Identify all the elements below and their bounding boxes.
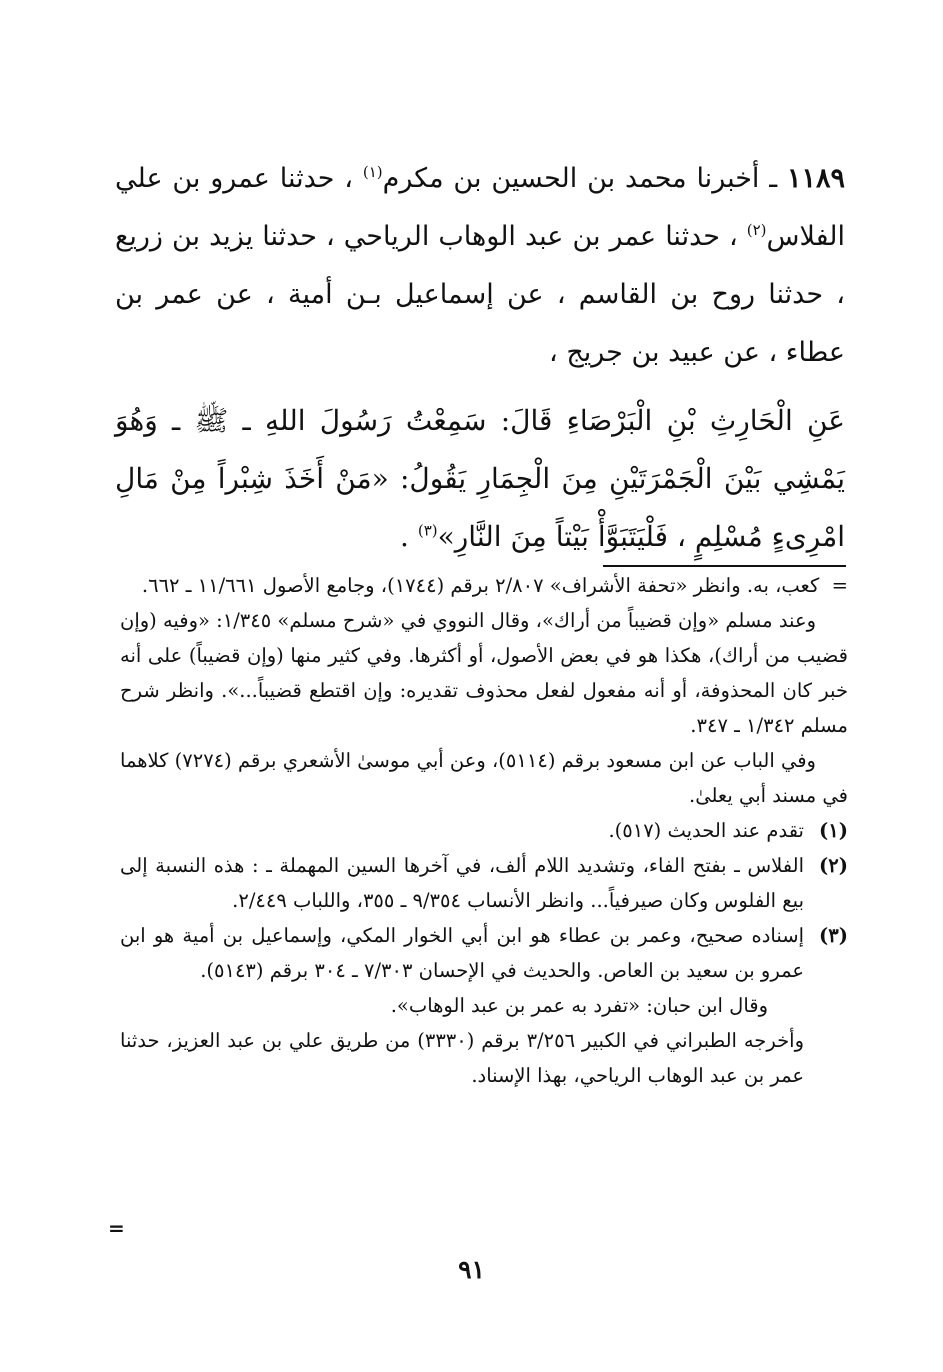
continued-marker: = <box>831 574 848 597</box>
carried-note-text: كعب، به. وانظر «تحفة الأشراف» ٢/٨٠٧ برقم (١٧٤٤)، وجامع الأصول ١١/٦٦١ ـ ٦٦٢. <box>141 574 820 597</box>
carried-note-para2: وعند مسلم «وإن قضيباً من أراك»، وقال النووي في «شرح مسلم» ١/٣٤٥: «وفيه (وإن قضيب من أراك)، هكذا هو في بعض الأصول، أو أكثرها. وفي كثير منها (وإن قضيباً) على أنه خبر كان المحذوفة، أو أنه مفعول لفعل محذوف تقديره: وإن اقتطع قضيباً...». وانظر شرح مسلم ١/٣٤٢ ـ ٣٤٧. <box>120 609 848 737</box>
isnad-text-part2: ، حدثنا عمرو بن علي الفلاس <box>115 163 845 252</box>
matn-text: عَنِ الْحَارِثِ بْنِ الْبَرْصَاءِ قَالَ: سَمِعْتُ رَسُولَ اللهِ ـ ﷺ ـ وَهُوَ يَمْشِي بَيْنَ الْجَمْرَتَيْنِ مِنَ الْجِمَارِ يَقُولُ: «مَنْ أَخَذَ شِبْراً مِنْ مَالِ امْرِىءٍ مُسْلِمٍ ، فَلْيَتَبَوَّأْ بَيْتاً مِنَ النَّارِ» <box>115 404 846 553</box>
footnote-3-number: (٣) <box>819 924 848 947</box>
footnote-1 <box>120 813 848 848</box>
hadith-matn <box>115 392 845 566</box>
hadith-main-text <box>115 150 845 566</box>
continues-marker: = <box>108 1216 125 1240</box>
footnote-2-text: الفلاس ـ بفتح الفاء، وتشديد اللام ألف، في آخرها السين المهملة ـ : هذه النسبة إلى بيع الفلوس وكان صيرفياً... وانظر الأنساب ٩/٣٥٤ ـ ٣٥٥، واللباب ٢/٤٤٩. <box>120 854 804 912</box>
hadith-number: ١١٨٩ <box>786 163 845 194</box>
hadith-isnad <box>115 150 845 382</box>
footnote-ref-3: (٣) <box>417 521 438 540</box>
footnote-2 <box>120 848 848 918</box>
footnote-3-para2: وقال ابن حبان: «تفرد به عمر بن عبد الوهاب». <box>390 994 768 1017</box>
footnote-1-number: (١) <box>819 819 848 842</box>
carried-note-para3: وفي الباب عن ابن مسعود برقم (٥١١٤)، وعن أبي موسىٰ الأشعري برقم (٧٢٧٤) كلاهما في مسند أبي يعلىٰ. <box>120 749 848 807</box>
footnote-3-text: إسناده صحيح، وعمر بن عطاء هو ابن أبي الخوار المكي، وإسماعيل بن أمية هو ابن عمرو بن سعيد بن العاص. والحديث في الإحسان ٧/٣٠٣ ـ ٣٠٤ برقم (٥١٤٣). <box>120 924 804 982</box>
footnote-separator <box>603 565 846 567</box>
isnad-text-part1: ـ أخبرنا محمد بن الحسين بن مكرم <box>382 163 787 194</box>
footnote-3 <box>120 918 848 988</box>
matn-end: . <box>400 520 418 553</box>
footnote-2-number: (٢) <box>819 854 848 877</box>
footnote-ref-2: (٢) <box>746 221 767 239</box>
isnad-text-part3: ، حدثنا عمر بن عبد الوهاب الرياحي ، حدثنا يزيد بن زريع ، حدثنا روح بن القاسم ، عن إسماعيل بـن أمية ، عن عمر بن عطاء ، عن عبيد بن جريج ، <box>115 221 845 368</box>
footnote-3-para3: وأخرجه الطبراني في الكبير ٣/٢٥٦ برقم (٣٣٣٠) من طريق علي بن عبد العزيز، حدثنا عمر بن عبد الوهاب الرياحي، بهذا الإسناد. <box>120 1029 804 1087</box>
footnote-1-text: تقدم عند الحديث (٥١٧). <box>608 819 804 842</box>
footnote-ref-1: (١) <box>362 163 383 181</box>
page-number: ٩١ <box>458 1255 485 1284</box>
carried-note-line1 <box>120 568 848 603</box>
footnotes <box>120 568 848 1093</box>
